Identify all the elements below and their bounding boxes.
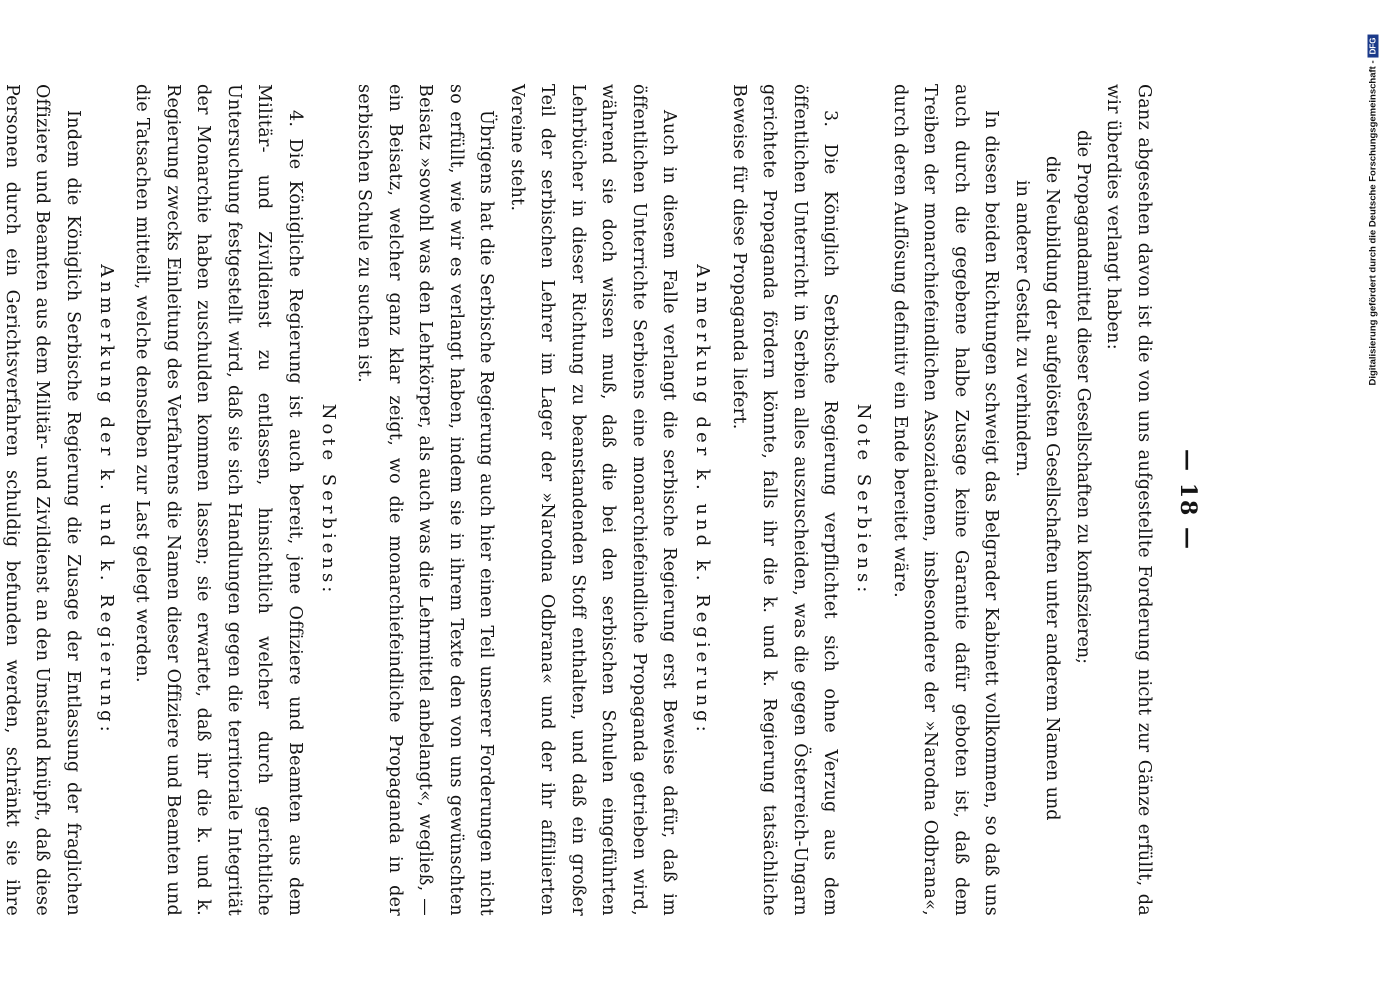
heading-note-serbia-3: Note Serbiens:: [853, 403, 875, 597]
heading-remark-4: Anmerkung der k. und k. Regierung:: [96, 264, 117, 736]
heading-note-serbia-4: Note Serbiens:: [318, 403, 339, 597]
page-number: — 18 —: [1175, 449, 1201, 551]
dfg-credit-line: [1368, 34, 1379, 385]
rotated-book-page: [2, 60, 1271, 940]
intro-paragraph: Ganz abgesehen davon ist die von uns aufgestellte Forderung nicht zur Gänze erfüllt, da wir überdies verlangt haben:: [1103, 84, 1154, 916]
remark-4-paragraph: Indem die Königlich Serbische Regierung die Zusage der Entlassung der fraglichen Offiziere und Beamten aus dem Militär- und Zivildienst an den Umstand knüpft, daß diese Personen durch ein Gerichtsverfahren schuldig befunden werden, schränkt sie ihre: [2, 84, 83, 916]
note-serbia-4: 4. Die Königliche Regierung ist auch bereit, jene Offiziere und Beamten aus dem Militär- und Zivildienst zu entlassen, hinsichtlich welcher durch gerichtliche Untersuchung festgestellt wird, daß sie sich Handlungen gegen die territoriale Integrität der Monarchie haben zuschulden kommen lassen; sie erwartet, daß ihr die k. und k. Regierung zwecks Einleitung des Verfahrens die Namen dieser Offiziere und Beamten und die Tatsachen mitteilt, welche denselben zur Last gelegt werden.: [132, 84, 305, 917]
remark-3-paragraph-2: Übrigens hat die Serbische Regierung auch hier einen Teil unserer Forderungen nicht so erfüllt, wie wir es verlangt haben, indem sie in ihrem Texte den von uns gewünschten Beisatz »sowohl was den Lehrkörper, als auch was die Lehrmittel anbelangt«, wegließ, — ein Beisatz, welcher ganz klar zeigt, wo die monarchiefeindliche Propaganda in der serbischen Schule zu suchen ist.: [354, 84, 497, 916]
heading-remark-3: Anmerkung der k. und k. Regierung:: [692, 264, 714, 736]
dfg-logo: DFG: [1368, 34, 1379, 57]
demand-item-2-continued: in anderer Gestalt zu verhindern.: [1012, 180, 1032, 477]
credit-text: Digitalisierung gefördert durch die Deutsche Forschungsgemeinschaft -: [1367, 60, 1379, 386]
remark-3-paragraph-1: Auch in diesem Falle verlangt die serbische Regierung erst Beweise dafür, daß im öffentlichen Unterrichte Serbiens eine monarchiefeindliche Propaganda getrieben wird, während sie doch wissen muß, daß die bei den serbischen Schulen eingeführten Lehrbücher in dieser Richtung zu beanstandenden Stoff enthalten, und daß ein großer Teil der serbischen Lehrer im Lager der »Narodna Odbrana« und der ihr affiliierten Vereine steht.: [507, 84, 680, 916]
note-serbia-3: 3. Die Königlich Serbische Regierung verpflichtet sich ohne Verzug aus dem öffentlichen Unterricht in Serbien alles auszuscheiden, was die gegen Österreich-Ungarn gerichtete Propaganda fördern könnte, falls ihr die k. und k. Regierung tatsächliche Beweise für diese Propaganda liefert.: [729, 84, 841, 916]
paragraph-no-guarantee: In diesen beiden Richtungen schweigt das Belgrader Kabinett vollkommen, so daß uns auch durch die gegebene halbe Zusage keine Garantie dafür geboten ist, daß dem Treiben der monarchiefeindlichen Assoziationen, insbesondere der »Narodna Odbrana«, durch deren Auflösung definitiv ein Ende bereitet wäre.: [890, 84, 1002, 916]
demand-item-1: die Propagandamittel dieser Gesellschaften zu konfiszieren;: [1073, 130, 1093, 664]
demand-item-2: die Neubildung der aufgelösten Gesellschaften unter anderem Namen und: [1042, 156, 1063, 821]
